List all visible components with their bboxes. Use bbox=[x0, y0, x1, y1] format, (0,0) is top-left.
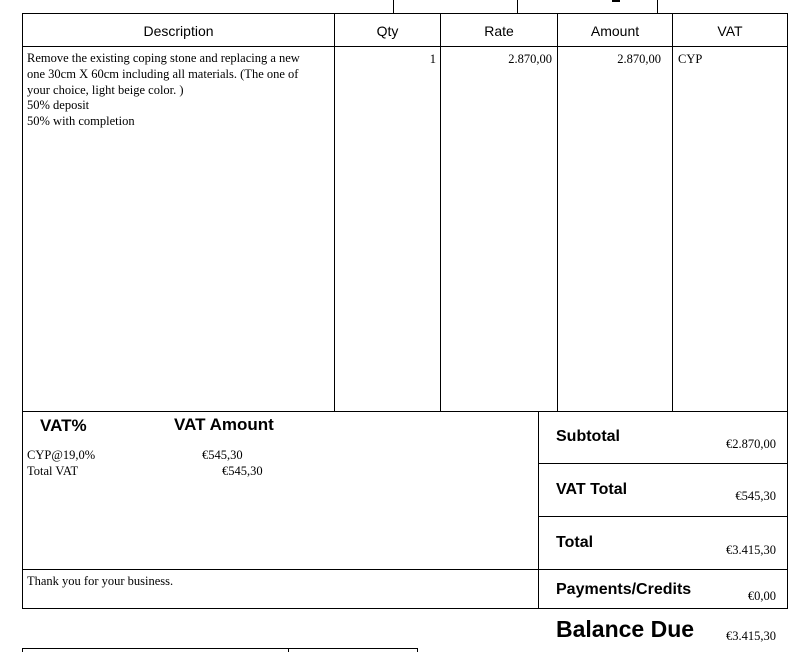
total-label: Total bbox=[556, 534, 594, 551]
vat-rate-header: VAT% bbox=[40, 416, 87, 435]
description-line: 50% deposit bbox=[27, 98, 90, 113]
top-box-divider bbox=[393, 0, 394, 13]
payments-label: Payments/Credits bbox=[556, 581, 692, 598]
bottom-box-divider bbox=[22, 648, 23, 652]
clipped-text-fragment bbox=[612, 0, 620, 2]
bottom-box-divider bbox=[288, 648, 289, 652]
table-left-border bbox=[22, 13, 23, 609]
totals-divider bbox=[538, 516, 788, 517]
totals-bottom-border bbox=[538, 608, 788, 609]
item-rate: 2.870,00 bbox=[508, 52, 552, 66]
vat-row-label: CYP@19,0% bbox=[27, 448, 96, 462]
top-box-divider bbox=[517, 0, 518, 13]
note-bottom-border bbox=[22, 608, 538, 609]
thank-you-note: Thank you for your business. bbox=[27, 574, 174, 588]
subtotal-value: €2.870,00 bbox=[726, 437, 776, 451]
description-line: Remove the existing coping stone and replacing a new bbox=[27, 51, 300, 65]
item-description bbox=[27, 51, 327, 130]
column-divider bbox=[334, 13, 335, 412]
vat-total-label: VAT Total bbox=[556, 481, 628, 498]
totals-left-border bbox=[538, 411, 539, 609]
description-line: 50% with completion bbox=[27, 114, 135, 129]
note-top-border bbox=[22, 569, 538, 570]
bottom-box-top-border bbox=[22, 648, 418, 649]
total-value: €3.415,30 bbox=[726, 543, 776, 557]
column-divider bbox=[557, 13, 558, 412]
table-header-bottom-border bbox=[22, 46, 788, 47]
column-divider bbox=[672, 13, 673, 412]
header-description: Description bbox=[143, 23, 214, 39]
table-top-border bbox=[22, 13, 788, 14]
totals-divider bbox=[538, 569, 788, 570]
vat-total-label: Total VAT bbox=[27, 464, 79, 478]
header-vat: VAT bbox=[717, 23, 743, 39]
vat-total-amount: €545,30 bbox=[222, 464, 263, 478]
top-box-divider bbox=[657, 0, 658, 13]
vat-total-value: €545,30 bbox=[735, 489, 776, 503]
header-rate: Rate bbox=[484, 23, 514, 39]
description-line: your choice, light beige color. ) bbox=[27, 82, 184, 97]
totals-divider bbox=[538, 463, 788, 464]
table-right-border bbox=[787, 13, 788, 413]
balance-due-label: Balance Due bbox=[556, 616, 695, 642]
balance-due-value: €3.415,30 bbox=[726, 629, 776, 643]
header-amount: Amount bbox=[590, 23, 640, 39]
table-body-bottom-border bbox=[22, 411, 788, 412]
payments-value: €0,00 bbox=[747, 589, 776, 603]
item-qty: 1 bbox=[429, 52, 436, 66]
item-vat-code: CYP bbox=[678, 52, 703, 66]
item-amount: 2.870,00 bbox=[617, 52, 661, 66]
header-qty: Qty bbox=[376, 23, 399, 39]
subtotal-label: Subtotal bbox=[556, 428, 620, 445]
vat-row-amount: €545,30 bbox=[202, 448, 243, 462]
description-line: one 30cm X 60cm including all materials. (The one of bbox=[27, 66, 299, 81]
totals-right-border bbox=[787, 411, 788, 609]
column-divider bbox=[440, 13, 441, 412]
bottom-box-divider bbox=[417, 648, 418, 652]
vat-amount-header: VAT Amount bbox=[174, 415, 274, 434]
